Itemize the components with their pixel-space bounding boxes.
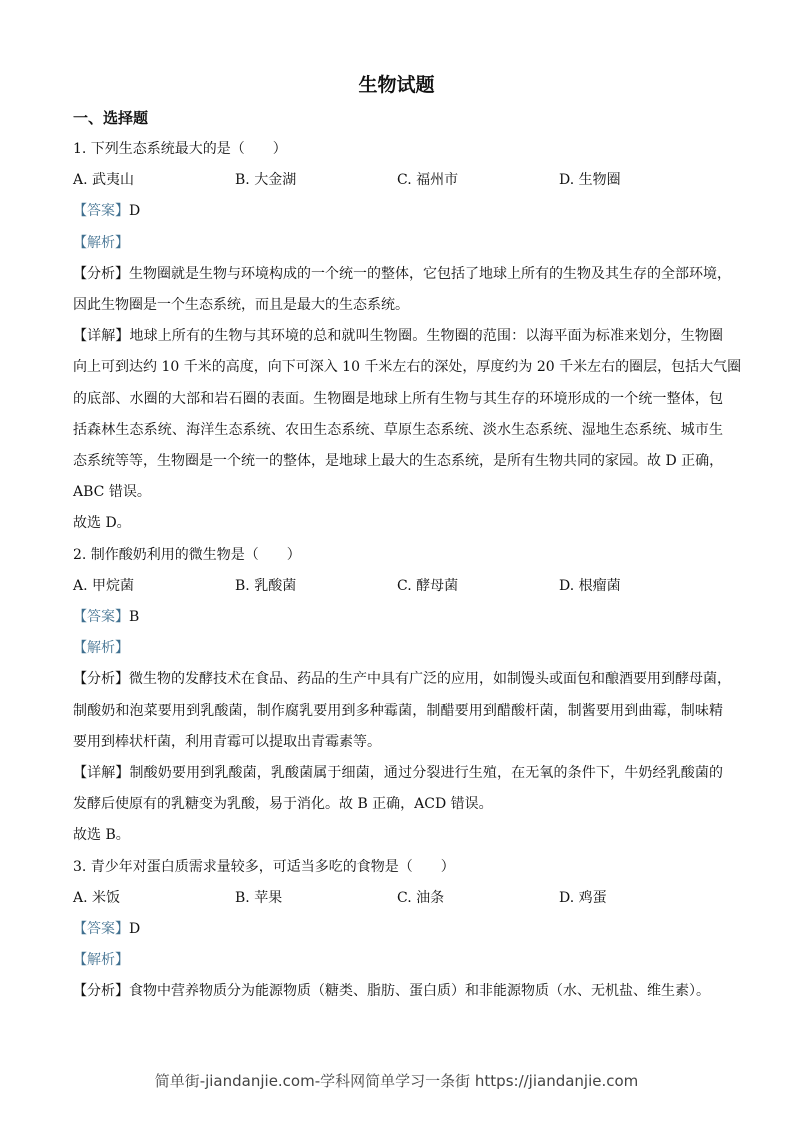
detail-text: 【详解】地球上所有的生物与其环境的总和就叫生物圈。生物圈的范围：以海平面为标准来划分，生物圈	[73, 328, 723, 344]
question-stem: 2. 制作酸奶利用的微生物是（ ）	[73, 547, 301, 563]
option: A. 武夷山	[73, 172, 135, 188]
detail-text: 向上可到达约 10 千米的高度，向下可深入 10 千米左右的深处，厚度约为 20 千米左右的圈层，包括大气圈	[73, 359, 742, 375]
option: D. 鸡蛋	[559, 890, 607, 906]
analysis-heading-tag: 【解析】	[73, 235, 129, 251]
option: C. 油条	[397, 890, 445, 906]
analysis-heading	[73, 638, 723, 658]
analysis-text: 要用到棒状杆菌，利用青霉可以提取出青霉素等。	[73, 734, 381, 750]
conclusion: 故选 D。	[73, 515, 131, 531]
detail-text: ABC 错误。	[73, 484, 151, 500]
footer-watermark: 简单街-jiandanjie.com-学科网简单学习一条街 https://jiandanjie.com	[154, 1072, 639, 1090]
answer	[73, 201, 723, 221]
detail-text: 括森林生态系统、海洋生态系统、农田生态系统、草原生态系统、淡水生态系统、湿地生态系统、城市生	[73, 422, 723, 438]
analysis-heading	[73, 233, 723, 253]
question-stem: 3. 青少年对蛋白质需求量较多，可适当多吃的食物是（ ）	[73, 859, 455, 875]
analysis-heading-tag: 【解析】	[73, 640, 129, 656]
option: B. 大金湖	[235, 172, 297, 188]
analysis-text: 【分析】食物中营养物质分为能源物质（糖类、脂肪、蛋白质）和非能源物质（水、无机盐、维生素）。	[73, 983, 710, 999]
option: C. 福州市	[397, 172, 459, 188]
section-heading: 一、选择题	[73, 109, 149, 127]
option: B. 乳酸菌	[235, 578, 297, 594]
answer-tag: 【答案】	[73, 203, 129, 219]
analysis-text: 制酸奶和泡菜要用到乳酸菌，制作腐乳要用到多种霉菌，制醋要用到醋酸杆菌，制酱要用到曲霉，制味精	[73, 703, 723, 719]
answer-tag: 【答案】	[73, 921, 129, 937]
detail-text: 【详解】制酸奶要用到乳酸菌，乳酸菌属于细菌，通过分裂进行生殖，在无氧的条件下，牛奶经乳酸菌的	[73, 765, 723, 781]
detail-text: 态系统等等，生物圈是一个统一的整体，是地球上最大的生态系统，是所有生物共同的家园。故 D 正确，	[73, 453, 724, 469]
option: D. 根瘤菌	[559, 578, 621, 594]
answer	[73, 919, 723, 939]
option: A. 米饭	[73, 890, 121, 906]
answer-value: D	[129, 203, 141, 219]
answer-value: D	[129, 921, 141, 937]
question-stem: 1. 下列生态系统最大的是（ ）	[73, 141, 287, 157]
analysis-text: 因此生物圈是一个生态系统，而且是最大的生态系统。	[73, 297, 409, 313]
analysis-heading-tag: 【解析】	[73, 952, 129, 968]
conclusion: 故选 B。	[73, 827, 130, 843]
analysis-text: 【分析】微生物的发酵技术在食品、药品的生产中具有广泛的应用，如制馒头或面包和酿酒要用到酵母菌，	[73, 671, 731, 687]
detail-text: 发酵后使原有的乳糖变为乳酸，易于消化。故 B 正确，ACD 错误。	[73, 796, 493, 812]
detail-text: 的底部、水圈的大部和岩石圈的表面。生物圈是地球上所有生物与其生存的环境形成的一个统一整体，包	[73, 391, 723, 407]
option: B. 苹果	[235, 890, 283, 906]
answer	[73, 607, 723, 627]
option: D. 生物圈	[559, 172, 621, 188]
analysis-heading	[73, 950, 723, 970]
page-title: 生物试题	[358, 74, 435, 96]
analysis-text: 【分析】生物圈就是生物与环境构成的一个统一的整体，它包括了地球上所有的生物及其生存的全部环境，	[73, 266, 731, 282]
answer-value: B	[129, 609, 140, 625]
answer-tag: 【答案】	[73, 609, 129, 625]
option: C. 酵母菌	[397, 578, 459, 594]
option: A. 甲烷菌	[73, 578, 135, 594]
